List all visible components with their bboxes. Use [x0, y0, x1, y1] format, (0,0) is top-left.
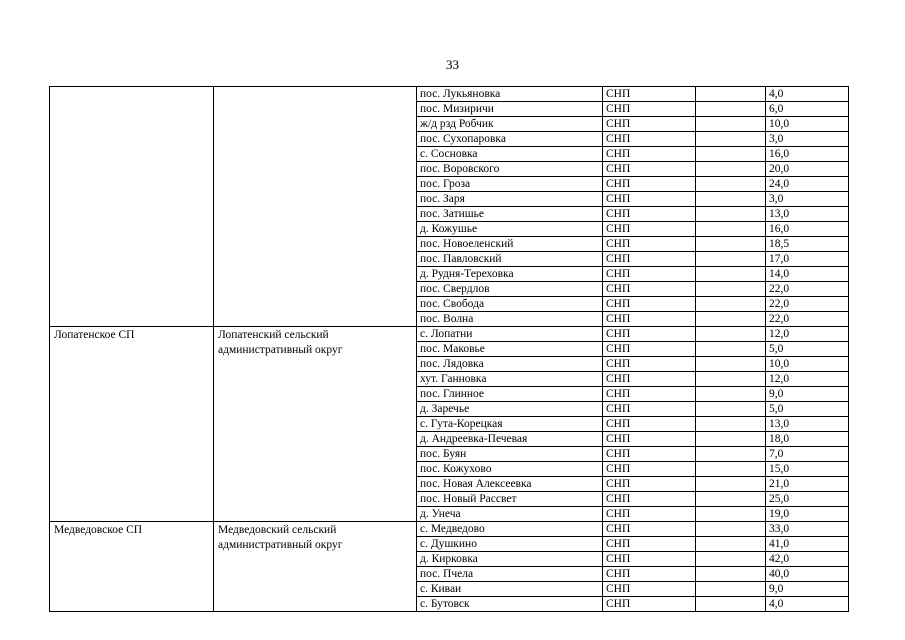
locality-name-cell: пос. Новый Рассвет	[417, 492, 603, 507]
extra-cell	[696, 282, 766, 297]
locality-name-cell: пос. Лядовка	[417, 357, 603, 372]
locality-type-cell: СНП	[603, 462, 696, 477]
extra-cell	[696, 537, 766, 552]
locality-type-cell: СНП	[603, 297, 696, 312]
locality-type-cell: СНП	[603, 552, 696, 567]
locality-type-cell: СНП	[603, 282, 696, 297]
locality-name-cell: пос. Волна	[417, 312, 603, 327]
locality-name-cell: с. Душкино	[417, 537, 603, 552]
locality-type-cell: СНП	[603, 267, 696, 282]
locality-type-cell: СНП	[603, 87, 696, 102]
locality-type-cell: СНП	[603, 327, 696, 342]
locality-name-cell: д. Кожушье	[417, 222, 603, 237]
settlement-cell: Лопатенское СП	[50, 327, 214, 522]
extra-cell	[696, 417, 766, 432]
locality-name-cell: пос. Пчела	[417, 567, 603, 582]
value-cell: 10,0	[766, 117, 849, 132]
extra-cell	[696, 132, 766, 147]
extra-cell	[696, 267, 766, 282]
locality-name-cell: ж/д рзд Робчик	[417, 117, 603, 132]
locality-name-cell: пос. Сухопаровка	[417, 132, 603, 147]
extra-cell	[696, 207, 766, 222]
value-cell: 41,0	[766, 537, 849, 552]
locality-name-cell: пос. Затишье	[417, 207, 603, 222]
locality-name-cell: пос. Заря	[417, 192, 603, 207]
locality-type-cell: СНП	[603, 597, 696, 612]
locality-type-cell: СНП	[603, 117, 696, 132]
locality-type-cell: СНП	[603, 507, 696, 522]
value-cell: 22,0	[766, 312, 849, 327]
extra-cell	[696, 567, 766, 582]
locality-name-cell: с. Гута-Корецкая	[417, 417, 603, 432]
locality-type-cell: СНП	[603, 237, 696, 252]
value-cell: 7,0	[766, 447, 849, 462]
locality-name-cell: д. Рудня-Тереховка	[417, 267, 603, 282]
locality-name-cell: пос. Свердлов	[417, 282, 603, 297]
value-cell: 9,0	[766, 582, 849, 597]
locality-name-cell: пос. Кожухово	[417, 462, 603, 477]
page-number: 33	[446, 57, 459, 72]
locality-type-cell: СНП	[603, 492, 696, 507]
locality-type-cell: СНП	[603, 177, 696, 192]
locality-type-cell: СНП	[603, 192, 696, 207]
extra-cell	[696, 117, 766, 132]
value-cell: 12,0	[766, 372, 849, 387]
extra-cell	[696, 102, 766, 117]
locality-type-cell: СНП	[603, 342, 696, 357]
value-cell: 33,0	[766, 522, 849, 537]
locality-type-cell: СНП	[603, 207, 696, 222]
extra-cell	[696, 342, 766, 357]
locality-type-cell: СНП	[603, 222, 696, 237]
extra-cell	[696, 372, 766, 387]
value-cell: 18,0	[766, 432, 849, 447]
locality-name-cell: хут. Ганновка	[417, 372, 603, 387]
locality-type-cell: СНП	[603, 417, 696, 432]
extra-cell	[696, 357, 766, 372]
extra-cell	[696, 432, 766, 447]
value-cell: 5,0	[766, 402, 849, 417]
extra-cell	[696, 87, 766, 102]
value-cell: 24,0	[766, 177, 849, 192]
locality-type-cell: СНП	[603, 387, 696, 402]
value-cell: 3,0	[766, 192, 849, 207]
locality-name-cell: пос. Глинное	[417, 387, 603, 402]
table-row	[50, 327, 849, 342]
value-cell: 3,0	[766, 132, 849, 147]
extra-cell	[696, 447, 766, 462]
locality-name-cell: д. Унеча	[417, 507, 603, 522]
extra-cell	[696, 147, 766, 162]
locality-type-cell: СНП	[603, 372, 696, 387]
extra-cell	[696, 462, 766, 477]
locality-type-cell: СНП	[603, 162, 696, 177]
locality-name-cell: пос. Мизиричи	[417, 102, 603, 117]
locality-name-cell: с. Лопатни	[417, 327, 603, 342]
locality-name-cell: пос. Гроза	[417, 177, 603, 192]
locality-name-cell: пос. Свобода	[417, 297, 603, 312]
locality-name-cell: пос. Буян	[417, 447, 603, 462]
locality-type-cell: СНП	[603, 102, 696, 117]
value-cell: 17,0	[766, 252, 849, 267]
settlement-cell: Медведовское СП	[50, 522, 214, 612]
value-cell: 4,0	[766, 597, 849, 612]
extra-cell	[696, 222, 766, 237]
value-cell: 22,0	[766, 282, 849, 297]
locality-name-cell: пос. Воровского	[417, 162, 603, 177]
table-row	[50, 87, 849, 102]
value-cell: 4,0	[766, 87, 849, 102]
district-cell: Лопатенский сельский административный округ	[214, 327, 417, 522]
locality-type-cell: СНП	[603, 522, 696, 537]
value-cell: 16,0	[766, 147, 849, 162]
extra-cell	[696, 522, 766, 537]
value-cell: 15,0	[766, 462, 849, 477]
value-cell: 13,0	[766, 417, 849, 432]
district-cell	[214, 87, 417, 327]
locality-name-cell: пос. Новая Алексеевка	[417, 477, 603, 492]
locality-name-cell: с. Медведово	[417, 522, 603, 537]
value-cell: 19,0	[766, 507, 849, 522]
settlement-cell	[50, 87, 214, 327]
locality-type-cell: СНП	[603, 402, 696, 417]
locality-type-cell: СНП	[603, 567, 696, 582]
locality-type-cell: СНП	[603, 252, 696, 267]
locality-type-cell: СНП	[603, 537, 696, 552]
extra-cell	[696, 402, 766, 417]
extra-cell	[696, 492, 766, 507]
locality-name-cell: пос. Новоеленский	[417, 237, 603, 252]
locality-name-cell: д. Кирковка	[417, 552, 603, 567]
extra-cell	[696, 312, 766, 327]
locality-type-cell: СНП	[603, 132, 696, 147]
extra-cell	[696, 327, 766, 342]
extra-cell	[696, 252, 766, 267]
locality-name-cell: с. Сосновка	[417, 147, 603, 162]
locality-type-cell: СНП	[603, 312, 696, 327]
value-cell: 25,0	[766, 492, 849, 507]
locality-name-cell: пос. Павловский	[417, 252, 603, 267]
extra-cell	[696, 177, 766, 192]
value-cell: 16,0	[766, 222, 849, 237]
locality-type-cell: СНП	[603, 147, 696, 162]
locality-name-cell: д. Андреевка-Печевая	[417, 432, 603, 447]
value-cell: 22,0	[766, 297, 849, 312]
value-cell: 40,0	[766, 567, 849, 582]
extra-cell	[696, 507, 766, 522]
locality-name-cell: с. Бутовск	[417, 597, 603, 612]
value-cell: 18,5	[766, 237, 849, 252]
locality-name-cell: пос. Лукьяновка	[417, 87, 603, 102]
extra-cell	[696, 192, 766, 207]
extra-cell	[696, 597, 766, 612]
locality-name-cell: с. Киваи	[417, 582, 603, 597]
locality-type-cell: СНП	[603, 477, 696, 492]
locality-type-cell: СНП	[603, 582, 696, 597]
extra-cell	[696, 582, 766, 597]
extra-cell	[696, 387, 766, 402]
table-row	[50, 522, 849, 537]
value-cell: 6,0	[766, 102, 849, 117]
locality-type-cell: СНП	[603, 357, 696, 372]
district-cell: Медведовский сельский административный округ	[214, 522, 417, 612]
table-body	[50, 87, 849, 612]
extra-cell	[696, 297, 766, 312]
value-cell: 21,0	[766, 477, 849, 492]
locality-type-cell: СНП	[603, 447, 696, 462]
extra-cell	[696, 237, 766, 252]
extra-cell	[696, 552, 766, 567]
value-cell: 20,0	[766, 162, 849, 177]
locality-name-cell: д. Заречье	[417, 402, 603, 417]
value-cell: 13,0	[766, 207, 849, 222]
value-cell: 9,0	[766, 387, 849, 402]
extra-cell	[696, 162, 766, 177]
extra-cell	[696, 477, 766, 492]
locality-type-cell: СНП	[603, 432, 696, 447]
value-cell: 42,0	[766, 552, 849, 567]
locality-name-cell: пос. Маковье	[417, 342, 603, 357]
settlements-table	[49, 86, 849, 612]
value-cell: 14,0	[766, 267, 849, 282]
value-cell: 10,0	[766, 357, 849, 372]
value-cell: 5,0	[766, 342, 849, 357]
value-cell: 12,0	[766, 327, 849, 342]
